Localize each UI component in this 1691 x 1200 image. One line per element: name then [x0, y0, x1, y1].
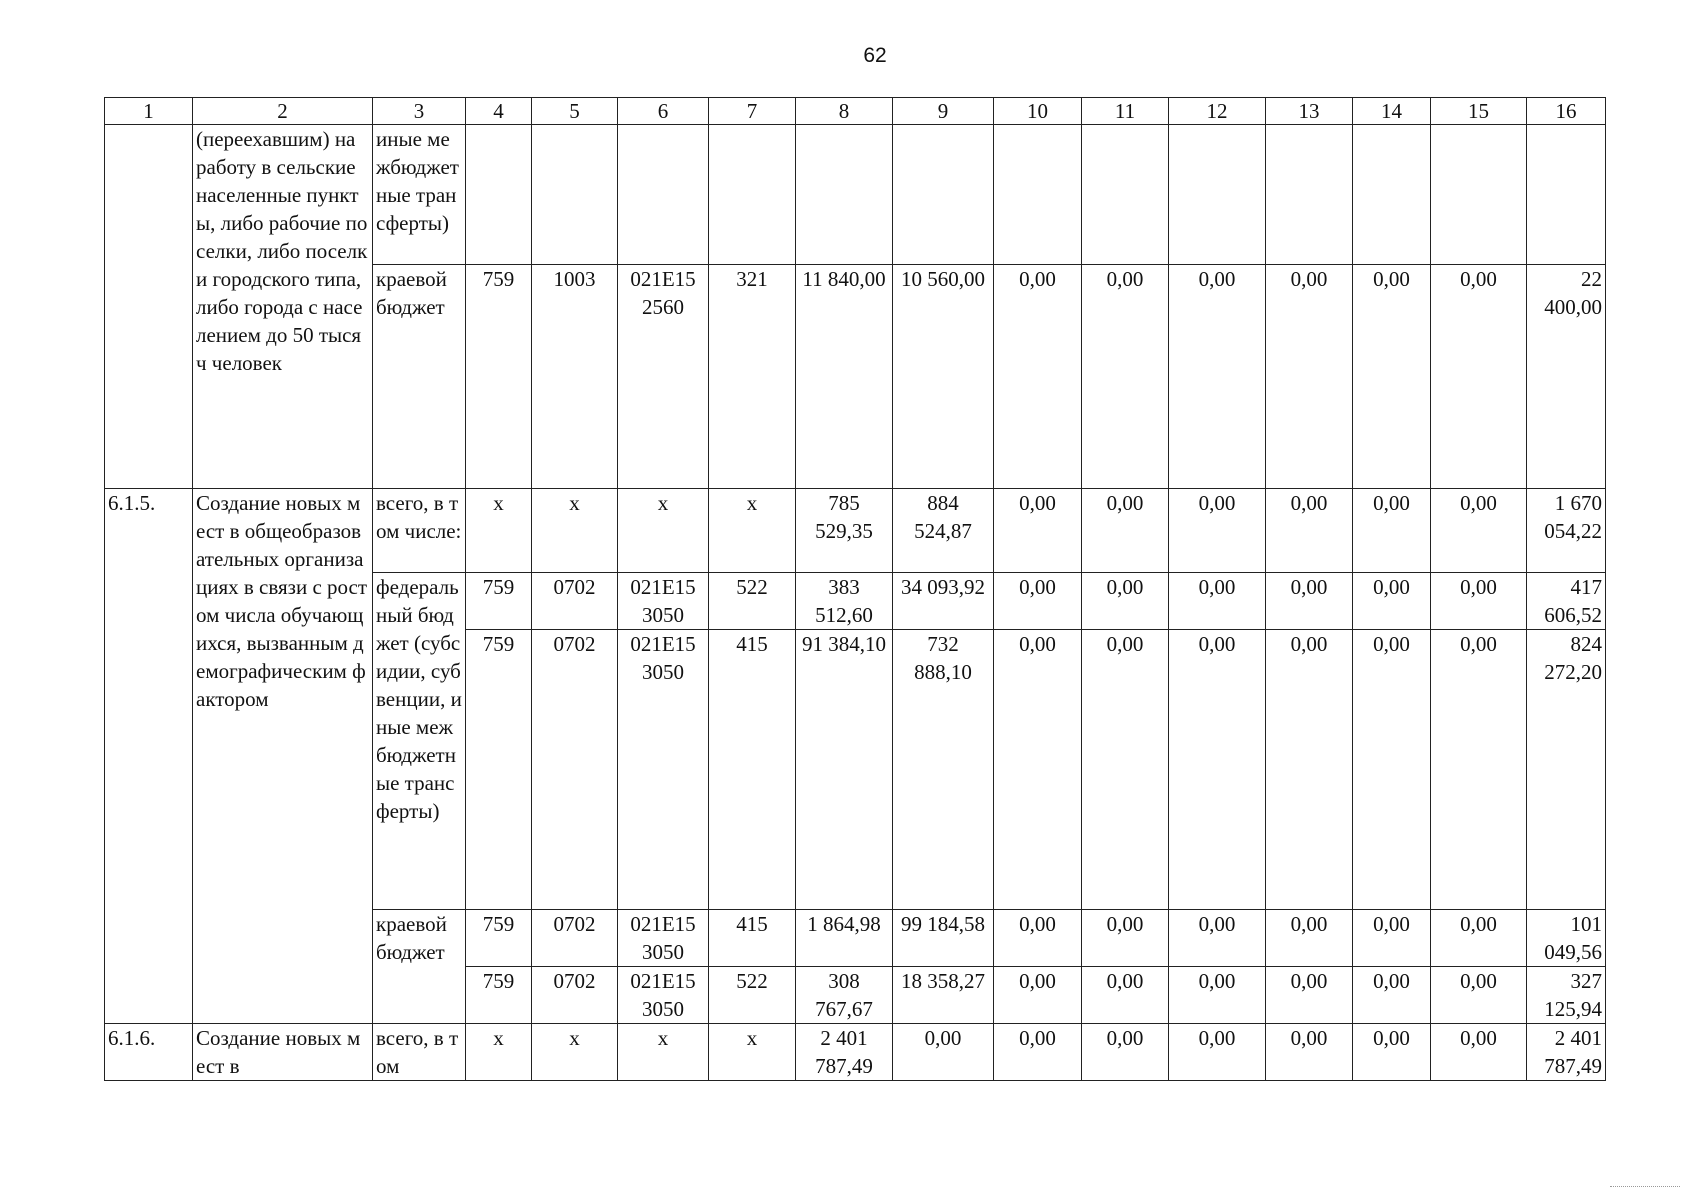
item-name-cell: Создание новых мест в [193, 1024, 373, 1081]
code-cell: 0702 [532, 967, 618, 1024]
total-cell: 417 606,52 [1527, 573, 1606, 630]
col-header: 4 [466, 98, 532, 125]
amount-cell: 11 840,00 [796, 265, 893, 489]
amount-cell: 0,00 [1169, 265, 1266, 489]
amount-cell: 34 093,92 [893, 573, 994, 630]
table-row [105, 1024, 1606, 1081]
code-cell: 415 [709, 630, 796, 910]
amount-cell: 0,00 [1353, 489, 1431, 573]
col-header: 6 [618, 98, 709, 125]
cell [1527, 125, 1606, 265]
scan-artifact-line [1610, 1186, 1680, 1188]
code-cell: x [466, 1024, 532, 1081]
total-cell: 22 400,00 [1527, 265, 1606, 489]
cell [1169, 125, 1266, 265]
item-name-cell: (переехавшим) на работу в сельские населенные пункты, либо рабочие поселки, либо поселки городского типа, либо города с населением до 50 тысяч человек [193, 125, 373, 489]
amount-cell: 0,00 [1169, 967, 1266, 1024]
amount-cell: 0,00 [1169, 489, 1266, 573]
amount-cell: 0,00 [1082, 910, 1169, 967]
amount-cell: 0,00 [1266, 967, 1353, 1024]
code-cell: x [618, 489, 709, 573]
total-cell: 1 670 054,22 [1527, 489, 1606, 573]
amount-cell: 0,00 [994, 265, 1082, 489]
col-header: 16 [1527, 98, 1606, 125]
code-cell: 759 [466, 630, 532, 910]
amount-cell: 0,00 [994, 910, 1082, 967]
amount-cell: 0,00 [1082, 573, 1169, 630]
cell [893, 125, 994, 265]
col-header: 8 [796, 98, 893, 125]
col-header: 12 [1169, 98, 1266, 125]
code-cell: 021E15 3050 [618, 573, 709, 630]
code-cell: 522 [709, 573, 796, 630]
code-cell: 1003 [532, 265, 618, 489]
code-cell: x [709, 489, 796, 573]
code-cell: x [709, 1024, 796, 1081]
total-cell: 2 401 787,49 [1527, 1024, 1606, 1081]
funding-source-cell: краевой бюджет [373, 910, 466, 1024]
amount-cell: 0,00 [1353, 1024, 1431, 1081]
col-header: 3 [373, 98, 466, 125]
col-header: 15 [1431, 98, 1527, 125]
amount-cell: 1 864,98 [796, 910, 893, 967]
cell [994, 125, 1082, 265]
col-header: 10 [994, 98, 1082, 125]
code-cell: 415 [709, 910, 796, 967]
code-cell: 021E15 3050 [618, 910, 709, 967]
item-name-cell: Создание новых мест в общеобразовательных организациях в связи с ростом числа обучающихся, вызванным демографическим фактором [193, 489, 373, 1024]
amount-cell: 383 512,60 [796, 573, 893, 630]
amount-cell: 0,00 [1082, 967, 1169, 1024]
amount-cell: 0,00 [1353, 265, 1431, 489]
amount-cell: 884 524,87 [893, 489, 994, 573]
amount-cell: 0,00 [1266, 573, 1353, 630]
amount-cell: 0,00 [1431, 910, 1527, 967]
amount-cell: 0,00 [1353, 573, 1431, 630]
amount-cell: 0,00 [1353, 967, 1431, 1024]
amount-cell: 99 184,58 [893, 910, 994, 967]
amount-cell: 0,00 [1431, 573, 1527, 630]
amount-cell: 785 529,35 [796, 489, 893, 573]
code-cell: 522 [709, 967, 796, 1024]
funding-source-cell: федеральный бюджет (субсидии, субвенции, иные межбюджетные трансферты) [373, 573, 466, 910]
amount-cell: 0,00 [1353, 910, 1431, 967]
amount-cell: 0,00 [1431, 967, 1527, 1024]
col-header: 14 [1353, 98, 1431, 125]
header-row [105, 98, 1606, 125]
amount-cell: 0,00 [1266, 910, 1353, 967]
code-cell: 021E15 3050 [618, 630, 709, 910]
amount-cell: 18 358,27 [893, 967, 994, 1024]
code-cell: 0702 [532, 910, 618, 967]
code-cell: x [466, 489, 532, 573]
cell [1082, 125, 1169, 265]
cell [1266, 125, 1353, 265]
amount-cell: 0,00 [1431, 265, 1527, 489]
code-cell: 0702 [532, 573, 618, 630]
amount-cell: 0,00 [994, 1024, 1082, 1081]
code-cell: 759 [466, 573, 532, 630]
amount-cell: 0,00 [1169, 910, 1266, 967]
item-number-cell: 6.1.6. [105, 1024, 193, 1081]
code-cell: x [532, 1024, 618, 1081]
cell [1353, 125, 1431, 265]
amount-cell: 0,00 [1266, 265, 1353, 489]
amount-cell: 0,00 [893, 1024, 994, 1081]
amount-cell: 0,00 [1082, 265, 1169, 489]
total-cell: 327 125,94 [1527, 967, 1606, 1024]
amount-cell: 0,00 [1169, 630, 1266, 910]
col-header: 7 [709, 98, 796, 125]
code-cell: x [532, 489, 618, 573]
amount-cell: 2 401 787,49 [796, 1024, 893, 1081]
cell [532, 125, 618, 265]
amount-cell: 0,00 [1169, 1024, 1266, 1081]
amount-cell: 0,00 [1082, 630, 1169, 910]
amount-cell: 732 888,10 [893, 630, 994, 910]
funding-source-cell: краевой бюджет [373, 265, 466, 489]
amount-cell: 10 560,00 [893, 265, 994, 489]
code-cell: 759 [466, 910, 532, 967]
amount-cell: 0,00 [1169, 573, 1266, 630]
total-cell: 824 272,20 [1527, 630, 1606, 910]
amount-cell: 0,00 [994, 630, 1082, 910]
code-cell: 021E15 2560 [618, 265, 709, 489]
amount-cell: 0,00 [1266, 630, 1353, 910]
budget-table-wrapper [104, 97, 1606, 1081]
col-header: 1 [105, 98, 193, 125]
amount-cell: 0,00 [1431, 489, 1527, 573]
funding-source-cell: всего, в том числе: [373, 489, 466, 573]
code-cell: 321 [709, 265, 796, 489]
item-number-cell: 6.1.5. [105, 489, 193, 1024]
amount-cell: 91 384,10 [796, 630, 893, 910]
col-header: 9 [893, 98, 994, 125]
amount-cell: 0,00 [994, 573, 1082, 630]
code-cell: 759 [466, 265, 532, 489]
code-cell: 0702 [532, 630, 618, 910]
funding-source-cell: иные межбюджетные трансферты) [373, 125, 466, 265]
code-cell: 021E15 3050 [618, 967, 709, 1024]
amount-cell: 0,00 [1431, 1024, 1527, 1081]
amount-cell: 0,00 [1082, 1024, 1169, 1081]
col-header: 11 [1082, 98, 1169, 125]
amount-cell: 0,00 [1266, 1024, 1353, 1081]
col-header: 13 [1266, 98, 1353, 125]
budget-table [104, 97, 1606, 1081]
amount-cell: 0,00 [994, 967, 1082, 1024]
table-row [105, 489, 1606, 573]
page-number: 62 [863, 44, 887, 67]
total-cell: 101 049,56 [1527, 910, 1606, 967]
item-number-cell [105, 125, 193, 489]
col-header: 2 [193, 98, 373, 125]
cell [796, 125, 893, 265]
amount-cell: 0,00 [994, 489, 1082, 573]
col-header: 5 [532, 98, 618, 125]
cell [466, 125, 532, 265]
cell [618, 125, 709, 265]
amount-cell: 0,00 [1266, 489, 1353, 573]
amount-cell: 0,00 [1431, 630, 1527, 910]
amount-cell: 0,00 [1353, 630, 1431, 910]
amount-cell: 0,00 [1082, 489, 1169, 573]
table-row [105, 125, 1606, 265]
funding-source-cell: всего, в том [373, 1024, 466, 1081]
code-cell: 759 [466, 967, 532, 1024]
amount-cell: 308 767,67 [796, 967, 893, 1024]
code-cell: x [618, 1024, 709, 1081]
cell [709, 125, 796, 265]
cell [1431, 125, 1527, 265]
